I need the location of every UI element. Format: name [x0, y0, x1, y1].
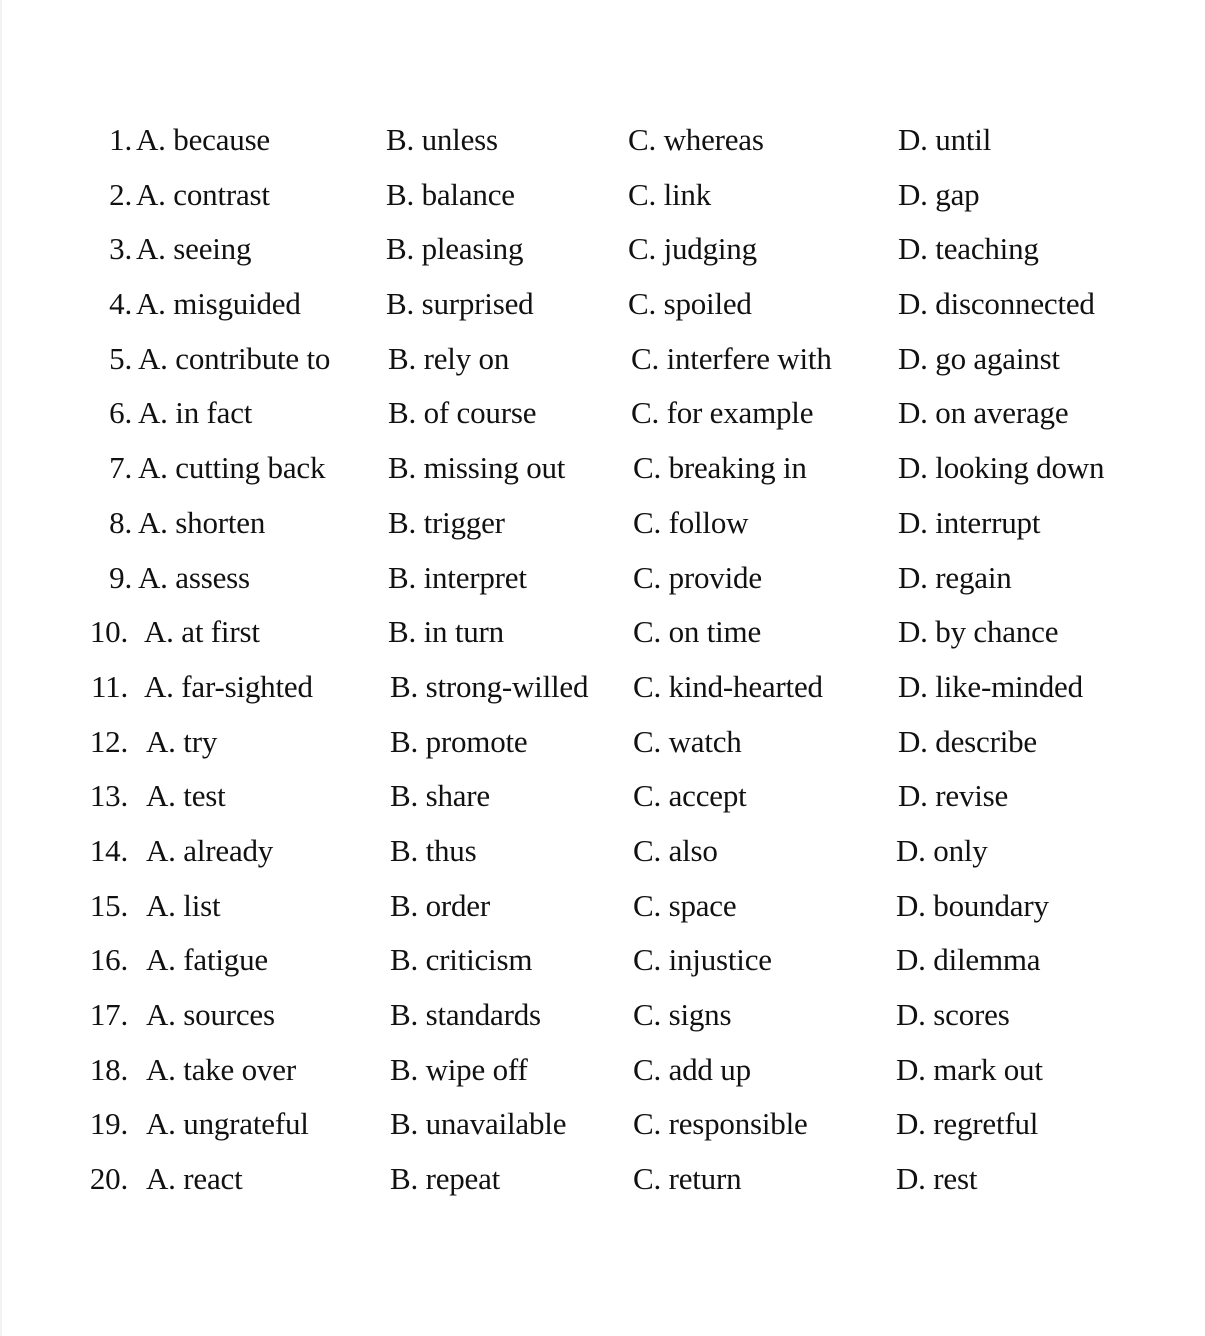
- option-b: B. order: [390, 887, 490, 923]
- question-number: 4.: [109, 286, 132, 322]
- option-a: A. seeing: [136, 231, 252, 267]
- option-d: D. gap: [898, 176, 980, 212]
- option-b: B. missing out: [388, 450, 566, 486]
- question-number: 12.: [89, 723, 128, 759]
- option-a: A. because: [136, 122, 270, 157]
- option-d: D. until: [898, 122, 992, 157]
- option-b: B. standards: [390, 997, 541, 1032]
- option-c: C. link: [628, 176, 712, 212]
- option-c: C. breaking in: [633, 450, 807, 486]
- option-d: D. interrupt: [898, 504, 1041, 540]
- option-a: A. try: [146, 723, 218, 759]
- option-b: B. strong-willed: [390, 668, 589, 704]
- option-c: C. judging: [628, 231, 757, 267]
- option-d: D. on average: [898, 395, 1069, 431]
- option-c: C. watch: [633, 723, 742, 759]
- question-row: [88, 282, 1148, 337]
- question-number: 11.: [91, 668, 128, 704]
- question-row: [88, 993, 1148, 1048]
- option-d: D. rest: [896, 1161, 978, 1197]
- question-number: 20.: [89, 1161, 128, 1197]
- option-c: C. kind-hearted: [633, 668, 823, 704]
- option-b: B. share: [390, 778, 490, 814]
- option-d: D. revise: [898, 778, 1009, 814]
- option-b: B. repeat: [390, 1161, 501, 1197]
- question-row: [88, 720, 1148, 775]
- option-b: B. balance: [386, 176, 515, 212]
- option-d: D. boundary: [896, 887, 1049, 923]
- question-row: [88, 1102, 1148, 1157]
- question-row: [88, 446, 1148, 501]
- option-a: A. take over: [146, 1051, 296, 1087]
- option-b: B. criticism: [390, 942, 533, 978]
- option-d: D. looking down: [898, 450, 1105, 486]
- question-row: [88, 884, 1148, 939]
- question-number: 5.: [109, 340, 132, 376]
- option-a: A. cutting back: [138, 450, 326, 486]
- option-b: B. trigger: [388, 504, 505, 540]
- question-row: [88, 610, 1148, 665]
- option-d: D. by chance: [898, 614, 1059, 650]
- option-a: A. assess: [138, 559, 250, 595]
- option-a: A. sources: [146, 997, 275, 1032]
- question-number: 13.: [89, 778, 128, 814]
- option-b: B. thus: [390, 832, 477, 868]
- option-a: A. react: [146, 1161, 243, 1197]
- option-a: A. at first: [144, 614, 260, 650]
- option-a: A. fatigue: [146, 942, 268, 978]
- option-c: C. responsible: [633, 1106, 808, 1142]
- option-a: A. ungrateful: [146, 1106, 309, 1142]
- option-b: B. unless: [386, 122, 498, 157]
- option-a: A. far-sighted: [144, 668, 313, 704]
- option-c: C. on time: [633, 614, 762, 650]
- option-c: C. injustice: [633, 942, 772, 978]
- question-row: [88, 391, 1148, 446]
- question-number: 7.: [109, 450, 132, 486]
- option-c: C. also: [633, 832, 718, 868]
- question-row: [88, 501, 1148, 556]
- option-c: C. spoiled: [628, 286, 752, 322]
- question-number: 1.: [109, 122, 132, 157]
- option-c: C. whereas: [628, 122, 764, 157]
- option-d: D. mark out: [896, 1051, 1043, 1087]
- question-number: 10.: [89, 614, 128, 650]
- question-number: 18.: [89, 1051, 128, 1087]
- question-number: 9.: [109, 559, 132, 595]
- option-b: B. surprised: [386, 286, 534, 322]
- question-row: [88, 1157, 1148, 1212]
- question-row: [88, 227, 1148, 282]
- option-a: A. already: [146, 832, 274, 868]
- option-b: B. promote: [390, 723, 528, 759]
- option-c: C. accept: [633, 778, 747, 814]
- option-c: C. space: [633, 887, 737, 923]
- option-d: D. like-minded: [898, 668, 1083, 704]
- option-d: D. dilemma: [896, 942, 1041, 978]
- option-c: C. return: [633, 1161, 742, 1197]
- option-d: D. regain: [898, 559, 1012, 595]
- option-c: C. provide: [633, 559, 762, 595]
- question-row: [88, 938, 1148, 993]
- option-a: A. in fact: [138, 395, 253, 431]
- option-d: D. regretful: [896, 1106, 1039, 1142]
- option-c: C. add up: [633, 1051, 751, 1087]
- option-b: B. wipe off: [390, 1051, 528, 1087]
- question-number: 14.: [89, 832, 128, 868]
- question-number: 8.: [109, 504, 132, 540]
- question-list: [88, 118, 1148, 1212]
- question-number: 15.: [89, 887, 128, 923]
- option-b: B. rely on: [388, 340, 510, 376]
- option-c: C. for example: [631, 395, 814, 431]
- question-row: [88, 118, 1148, 173]
- option-d: D. describe: [898, 723, 1037, 759]
- option-d: D. only: [896, 832, 988, 868]
- option-d: D. disconnected: [898, 286, 1095, 322]
- question-row: [88, 173, 1148, 228]
- option-a: A. test: [146, 778, 226, 814]
- option-b: B. unavailable: [390, 1106, 567, 1142]
- option-b: B. pleasing: [386, 231, 524, 267]
- option-c: C. follow: [633, 504, 749, 540]
- option-a: A. shorten: [138, 504, 266, 540]
- option-d: D. teaching: [898, 231, 1039, 267]
- option-a: A. contribute to: [138, 340, 331, 376]
- question-number: 19.: [89, 1106, 128, 1142]
- question-number: 16.: [89, 942, 128, 978]
- question-row: [88, 1048, 1148, 1103]
- option-a: A. contrast: [136, 176, 270, 212]
- question-number: 17.: [89, 997, 128, 1032]
- option-c: C. signs: [633, 997, 732, 1032]
- option-b: B. interpret: [388, 559, 527, 595]
- option-d: D. go against: [898, 340, 1060, 376]
- option-d: D. scores: [896, 997, 1010, 1032]
- question-row: [88, 829, 1148, 884]
- option-b: B. of course: [388, 395, 537, 431]
- question-row: [88, 774, 1148, 829]
- question-row: [88, 337, 1148, 392]
- option-a: A. misguided: [136, 286, 301, 322]
- option-b: B. in turn: [388, 614, 504, 650]
- option-a: A. list: [146, 887, 221, 923]
- question-number: 6.: [109, 395, 132, 431]
- question-row: [88, 556, 1148, 611]
- option-c: C. interfere with: [631, 340, 832, 376]
- question-number: 2.: [109, 176, 132, 212]
- question-number: 3.: [109, 231, 132, 267]
- question-row: [88, 665, 1148, 720]
